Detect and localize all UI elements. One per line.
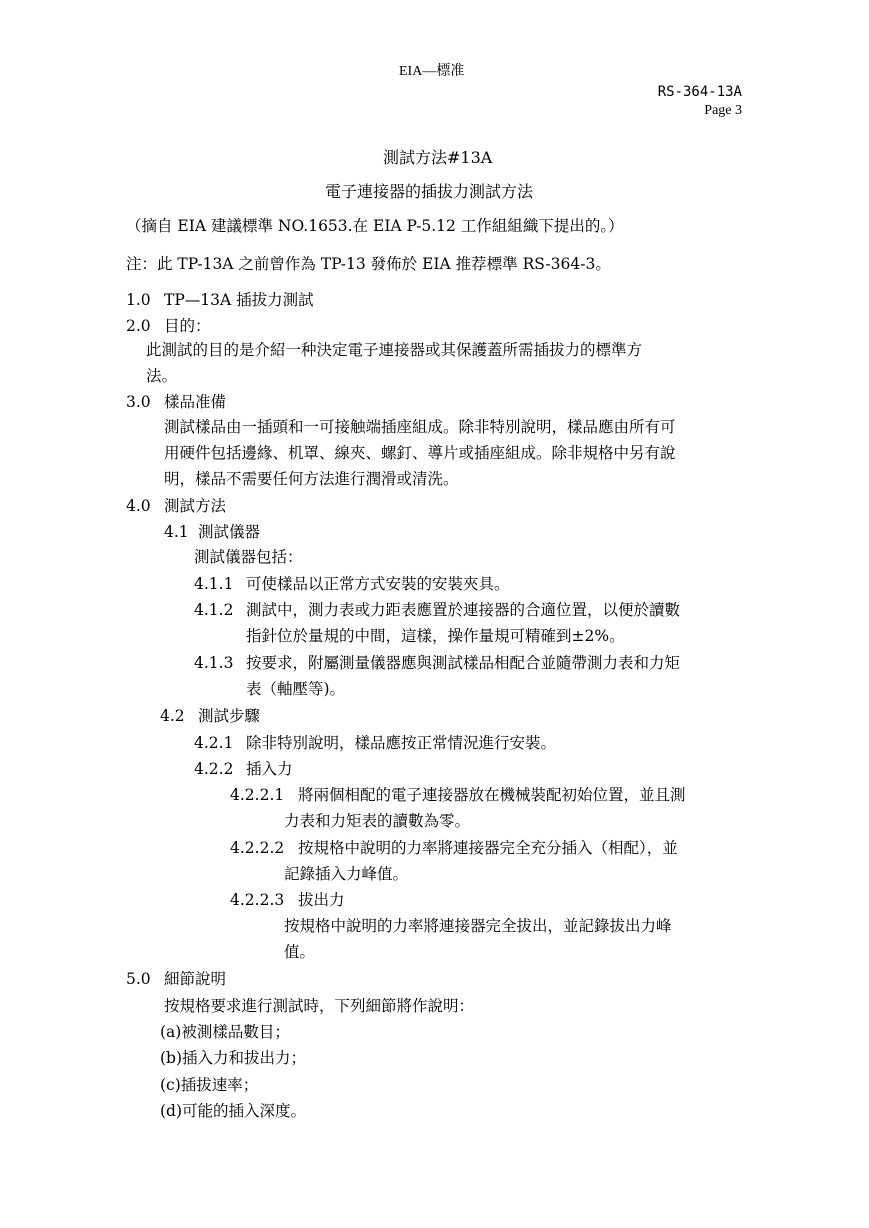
item-4-2-2-text: 插入力 bbox=[246, 760, 293, 778]
section-4-2-title: 測試步驟 bbox=[198, 707, 261, 725]
item-4-1-1-text: 可使樣品以正常方式安裝的安裝夾具。 bbox=[246, 575, 510, 593]
item-4-1-3-text-line-1: 按要求，附屬測量儀器應與測試樣品相配合並隨帶測力表和力矩 bbox=[246, 654, 681, 672]
section-4-2-number: 4.2 bbox=[160, 707, 185, 725]
section-2-body-line-1: 此測試的目的是介紹一种決定電子連接器或其保護蓋所需插拔力的標準方 bbox=[146, 341, 643, 359]
item-4-2-2-3-text-line-2: 值。 bbox=[284, 943, 316, 961]
item-4-2-2-1-text-line-1: 將兩個相配的電子連接器放在機械裝配初始位置，並且測 bbox=[298, 786, 686, 804]
item-4-1-2-text-line-1: 測試中，測力表或力距表應置於連接器的合適位置，以便於讀數 bbox=[246, 601, 681, 619]
section-5-title: 細節說明 bbox=[164, 970, 227, 988]
item-4-2-2-3-text-line-1: 按規格中說明的力率將連接器完全拔出，並記錄拔出力峰 bbox=[284, 917, 672, 935]
detail-item-b: (b)插入力和拔出力； bbox=[160, 1049, 307, 1067]
item-4-2-1-text: 除非特別說明，樣品應按正常情況進行安裝。 bbox=[246, 734, 557, 752]
item-4-1-3-text-line-2: 表（軸壓等)。 bbox=[246, 680, 346, 698]
item-4-2-2-3-title: 拔出力 bbox=[298, 891, 345, 909]
item-4-1-2-number: 4.1.2 bbox=[194, 601, 234, 619]
item-4-2-2-number: 4.2.2 bbox=[194, 760, 234, 778]
section-1-title: TP—13A 插拔力測試 bbox=[164, 291, 314, 309]
section-3-title: 樣品准備 bbox=[164, 393, 227, 411]
item-4-1-2-text-line-2: 指針位於量規的中間，這樣，操作量規可精確到±2%。 bbox=[246, 627, 625, 645]
item-4-1-3-number: 4.1.3 bbox=[194, 654, 234, 672]
section-3-body-line-3: 明，樣品不需要任何方法進行潤滑或清洗。 bbox=[164, 470, 459, 488]
detail-item-d: (d)可能的插入深度。 bbox=[160, 1102, 307, 1120]
source-note: （摘自 EIA 建議標準 NO.1653.在 EIA P-5.12 工作組組織下提出的。） bbox=[126, 217, 624, 235]
item-4-2-2-3-number: 4.2.2.3 bbox=[230, 891, 285, 909]
section-5-number: 5.0 bbox=[126, 970, 151, 988]
section-5-intro: 按規格要求進行測試時，下列細節將作說明： bbox=[164, 997, 475, 1015]
note: 注：此 TP-13A 之前曾作為 TP-13 發佈於 EIA 推荐標準 RS-364-3。 bbox=[126, 255, 611, 273]
item-4-1-1-number: 4.1.1 bbox=[194, 575, 234, 593]
section-2-body-line-2: 法。 bbox=[146, 367, 178, 385]
section-4-1-number: 4.1 bbox=[164, 523, 189, 541]
section-2-title: 目的： bbox=[164, 317, 211, 335]
section-3-number: 3.0 bbox=[126, 393, 151, 411]
section-2-number: 2.0 bbox=[126, 317, 151, 335]
item-4-2-2-2-text-line-2: 記錄插入力峰值。 bbox=[284, 865, 409, 883]
section-4-number: 4.0 bbox=[126, 497, 151, 515]
section-4-title: 測試方法 bbox=[164, 497, 227, 515]
item-4-2-2-2-number: 4.2.2.2 bbox=[230, 839, 285, 857]
item-4-2-2-2-text-line-1: 按規格中說明的力率將連接器完全充分插入（相配），並 bbox=[298, 839, 678, 857]
page-number: Page 3 bbox=[704, 103, 742, 118]
section-4-1-intro: 測試儀器包括： bbox=[194, 548, 303, 566]
document-title: 電子連接器的插拔力測試方法 bbox=[325, 182, 534, 201]
header-center: EIA—標准 bbox=[399, 64, 465, 79]
item-4-2-2-1-text-line-2: 力表和力矩表的讀數為零。 bbox=[284, 812, 471, 830]
item-4-2-2-1-number: 4.2.2.1 bbox=[230, 786, 285, 804]
section-3-body-line-2: 用硬件包括邊緣、机罩、線夾、螺釘、導片或插座組成。除非規格中另有說 bbox=[164, 444, 676, 462]
section-4-1-title: 測試儀器 bbox=[198, 523, 261, 541]
detail-item-a: (a)被測樣品數目； bbox=[160, 1023, 290, 1041]
doc-number: RS-364-13A bbox=[657, 84, 742, 100]
method-title: 測試方法#13A bbox=[383, 148, 493, 167]
section-3-body-line-1: 測試樣品由一插頭和一可接触端插座組成。除非特別說明，樣品應由所有可 bbox=[164, 418, 676, 436]
section-1-number: 1.0 bbox=[126, 291, 151, 309]
item-4-2-1-number: 4.2.1 bbox=[194, 734, 234, 752]
detail-item-c: (c)插拔速率； bbox=[160, 1076, 259, 1094]
